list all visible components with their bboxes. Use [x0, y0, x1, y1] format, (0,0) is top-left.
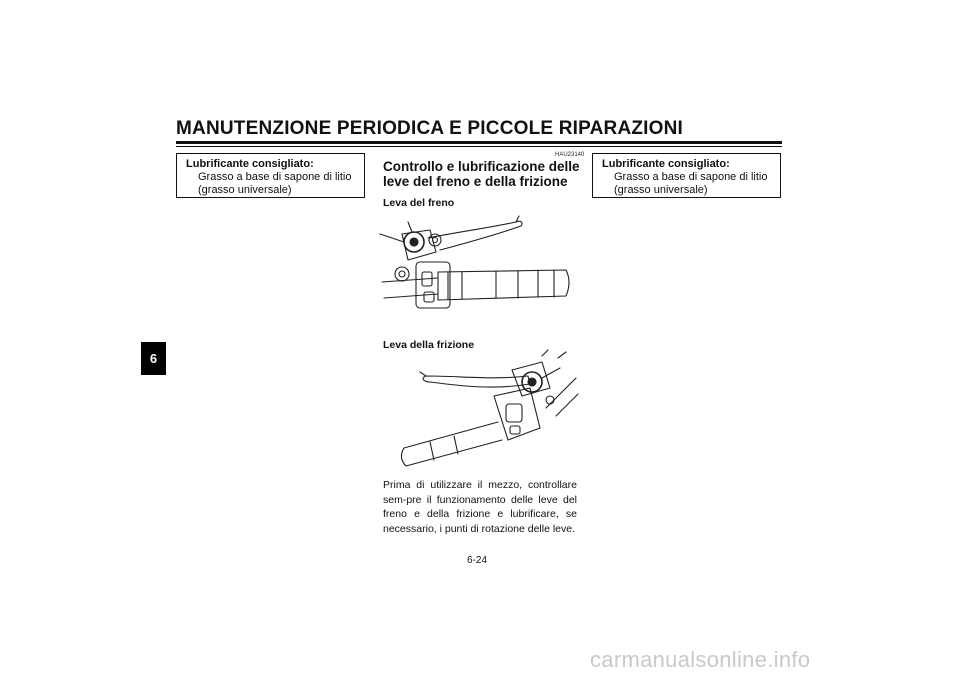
brake-lever-heading: Leva del freno [383, 197, 455, 209]
clutch-lever-heading: Leva della frizione [383, 339, 475, 351]
note-line-2: (grasso universale) [198, 184, 292, 196]
page-number: 6-24 [467, 555, 488, 566]
reference-code: HAU23140 [555, 152, 585, 158]
note-title: Lubrificante consigliato: [186, 158, 314, 170]
chapter-tab: 6 [141, 342, 166, 375]
note-line-1: Grasso a base di sapone di litio [198, 171, 352, 183]
brake-lever-illustration [378, 212, 584, 316]
note-line-2: (grasso universale) [614, 184, 708, 196]
header-rule [176, 141, 782, 144]
lubricant-note-right [592, 153, 781, 198]
page-header: MANUTENZIONE PERIODICA E PICCOLE RIPARAZIONI [176, 118, 684, 139]
header-rule-thin [176, 146, 782, 147]
watermark: carmanualsonline.info [590, 647, 811, 672]
section-title: Controllo e lubrificazione delle leve del freno e della frizione [383, 159, 580, 189]
note-title: Lubrificante consigliato: [602, 158, 730, 170]
body-paragraph: Prima di utilizzare il mezzo, controllare sem-pre il funzionamento delle leve del freno e della frizione e lubrificare, se necessario, i punti di rotazione delle leve. [383, 479, 577, 535]
lubricant-note-left [176, 153, 365, 198]
clutch-lever-illustration [390, 348, 580, 472]
note-line-1: Grasso a base di sapone di litio [614, 171, 768, 183]
